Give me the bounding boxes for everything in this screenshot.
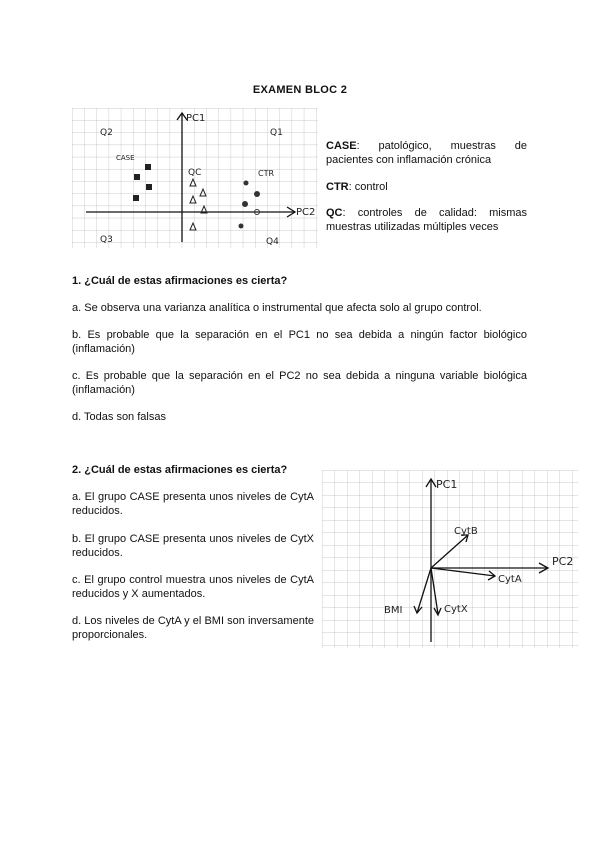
legend-qc-term: QC: [326, 207, 343, 219]
question2-option-b[interactable]: b. El grupo CASE presenta unos niveles de CytX reducidos.: [72, 533, 314, 559]
ctr-point: [244, 181, 249, 186]
case-point: [133, 195, 139, 201]
pc1-axis-label: PC1: [436, 478, 458, 491]
ctr-point: [239, 224, 244, 229]
quadrant-q4-label: Q4: [266, 237, 279, 247]
question2-option-c[interactable]: c. El grupo control muestra unos niveles de CytA reducidos y X aumentados.: [72, 574, 314, 600]
question1-option-a[interactable]: a. Se observa una varianza analítica o instrumental que afecta solo al grupo control.: [72, 302, 482, 314]
question1-option-b[interactable]: b. Es probable que la separación en el PC1 no sea debida a ningún factor biológico (inflamación): [72, 329, 527, 355]
legend-ctr-term: CTR: [326, 181, 349, 193]
case-point: [145, 164, 151, 170]
question2-option-a[interactable]: a. El grupo CASE presenta unos niveles de CytA reducidos.: [72, 491, 314, 517]
pca-score-plot: [72, 108, 318, 248]
cytx-label: CytX: [444, 604, 468, 615]
question1-option-c[interactable]: c. Es probable que la separación en el PC2 no sea debida a ninguna variable biológica (inflamación): [72, 370, 527, 396]
grid-background: [322, 470, 578, 648]
ctr-point: [254, 191, 260, 197]
quadrant-q2-label: Q2: [100, 128, 113, 138]
cytb-label: CytB: [454, 526, 478, 537]
cyta-label: CytA: [498, 574, 522, 585]
legend-qc: [326, 206, 527, 234]
case-point: [146, 184, 152, 190]
legend-case: [326, 139, 527, 167]
quadrant-q1-label: Q1: [270, 128, 283, 138]
question2-title: 2. ¿Cuál de estas afirmaciones es cierta?: [72, 464, 288, 476]
ctr-group-label: CTR: [258, 169, 275, 178]
pca-loading-plot: [322, 470, 578, 648]
legend-ctr-text: : control: [348, 181, 388, 193]
question1-option-d[interactable]: d. Todas son falsas: [72, 411, 166, 423]
legend-case-text: : patológico, muestras de pacientes con inflamación crónica: [326, 140, 527, 166]
legend-ctr: [326, 180, 527, 194]
pc2-axis-label: PC2: [552, 555, 574, 568]
quadrant-q3-label: Q3: [100, 235, 113, 245]
pc1-axis-label: PC1: [186, 113, 206, 124]
case-group-label: CASE: [116, 154, 135, 162]
question2-option-d[interactable]: d. Los niveles de CytA y el BMI son inversamente proporcionales.: [72, 615, 314, 641]
ctr-point: [242, 201, 248, 207]
bmi-label: BMI: [384, 605, 403, 616]
legend-case-term: CASE: [326, 140, 357, 152]
page-title: EXAMEN BLOC 2: [252, 84, 348, 96]
legend-qc-text: : controles de calidad: mismas muestras utilizadas múltiples veces: [326, 207, 527, 233]
case-point: [134, 174, 140, 180]
pc2-axis-label: PC2: [296, 207, 316, 218]
qc-group-label: QC: [188, 168, 202, 178]
question1-title: 1. ¿Cuál de estas afirmaciones es cierta?: [72, 275, 288, 287]
